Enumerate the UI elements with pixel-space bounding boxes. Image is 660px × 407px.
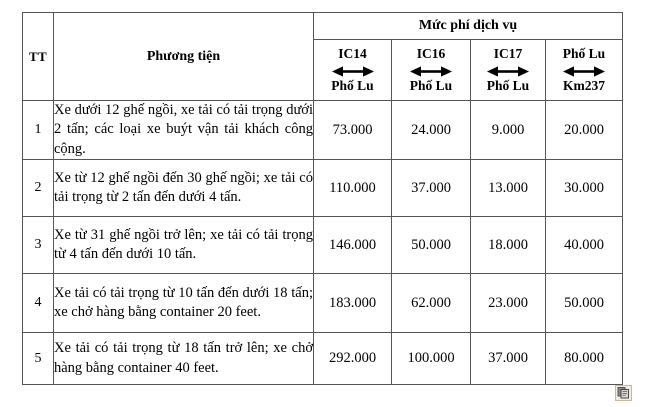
cell-fee-ic14-pholu: 146.000	[314, 217, 392, 274]
route-destination-label: Km237	[563, 77, 605, 93]
cell-fee-ic14-pholu: 73.000	[314, 101, 392, 160]
cell-fee-ic17-pholu: 9.000	[471, 101, 546, 160]
cell-vehicle: Xe tải có tải trọng từ 18 tấn trở lên; xe chở hàng bằng container 40 feet.	[54, 333, 314, 385]
route-destination-label: Phố Lu	[331, 77, 374, 93]
cell-vehicle: Xe từ 12 ghế ngồi đến 30 ghế ngồi; xe tải có tải trọng từ 2 tấn đến dưới 4 tấn.	[54, 160, 314, 217]
cell-vehicle: Xe tải có tải trọng từ 10 tấn đến dưới 18 tấn; xe chở hàng bằng container 20 feet.	[54, 274, 314, 333]
bidirectional-arrow-icon	[471, 63, 545, 77]
header-cell-fee-group: Mức phí dịch vụ	[314, 13, 623, 40]
cell-fee-ic17-pholu: 18.000	[471, 217, 546, 274]
cell-fee-pholu-km237: 80.000	[546, 333, 623, 385]
cell-tt: 2	[23, 160, 54, 217]
header-cell-route-ic14-pholu	[314, 40, 392, 101]
route-origin-label: IC14	[338, 46, 367, 62]
cell-tt: 5	[23, 333, 54, 385]
cell-fee-ic16-pholu: 100.000	[392, 333, 471, 385]
cell-vehicle: Xe dưới 12 ghế ngồi, xe tải có tải trọng dưới 2 tấn; các loại xe buýt vận tải khách công cộng.	[54, 101, 314, 160]
cell-fee-ic16-pholu: 62.000	[392, 274, 471, 333]
service-fee-table	[22, 12, 623, 385]
bidirectional-arrow-icon	[314, 63, 391, 77]
table-header-row-group	[23, 13, 623, 40]
table-row	[23, 274, 623, 333]
cell-fee-ic14-pholu: 110.000	[314, 160, 392, 217]
header-cell-vehicle: Phương tiện	[54, 13, 314, 101]
cell-fee-ic17-pholu: 37.000	[471, 333, 546, 385]
route-origin-label: IC16	[416, 46, 446, 62]
cell-fee-pholu-km237: 40.000	[546, 217, 623, 274]
table-row	[23, 333, 623, 385]
table-row	[23, 101, 623, 160]
header-cell-route-ic16-pholu	[392, 40, 471, 101]
table-row	[23, 160, 623, 217]
cell-fee-ic16-pholu: 37.000	[392, 160, 471, 217]
cell-fee-ic14-pholu: 292.000	[314, 333, 392, 385]
route-destination-label: Phố Lu	[409, 77, 453, 93]
cell-tt: 1	[23, 101, 54, 160]
cell-fee-ic16-pholu: 50.000	[392, 217, 471, 274]
header-cell-route-pholu-km237	[546, 40, 623, 101]
cell-fee-ic17-pholu: 23.000	[471, 274, 546, 333]
header-cell-route-ic17-pholu	[471, 40, 546, 101]
bidirectional-arrow-icon	[392, 63, 470, 77]
copy-clipboard-icon	[615, 385, 632, 401]
cell-fee-pholu-km237: 30.000	[546, 160, 623, 217]
route-origin-label: IC17	[493, 46, 523, 62]
cell-fee-ic17-pholu: 13.000	[471, 160, 546, 217]
cell-tt: 3	[23, 217, 54, 274]
cell-vehicle: Xe từ 31 ghế ngồi trở lên; xe tải có tải trọng từ 4 tấn đến dưới 10 tấn.	[54, 217, 314, 274]
route-origin-label: Phố Lu	[562, 46, 606, 62]
cell-tt: 4	[23, 274, 54, 333]
route-destination-label: Phố Lu	[486, 77, 530, 93]
table-row	[23, 217, 623, 274]
cell-fee-ic14-pholu: 183.000	[314, 274, 392, 333]
cell-fee-pholu-km237: 50.000	[546, 274, 623, 333]
bidirectional-arrow-icon	[546, 63, 622, 77]
cell-fee-ic16-pholu: 24.000	[392, 101, 471, 160]
header-cell-tt: TT	[23, 13, 54, 101]
cell-fee-pholu-km237: 20.000	[546, 101, 623, 160]
